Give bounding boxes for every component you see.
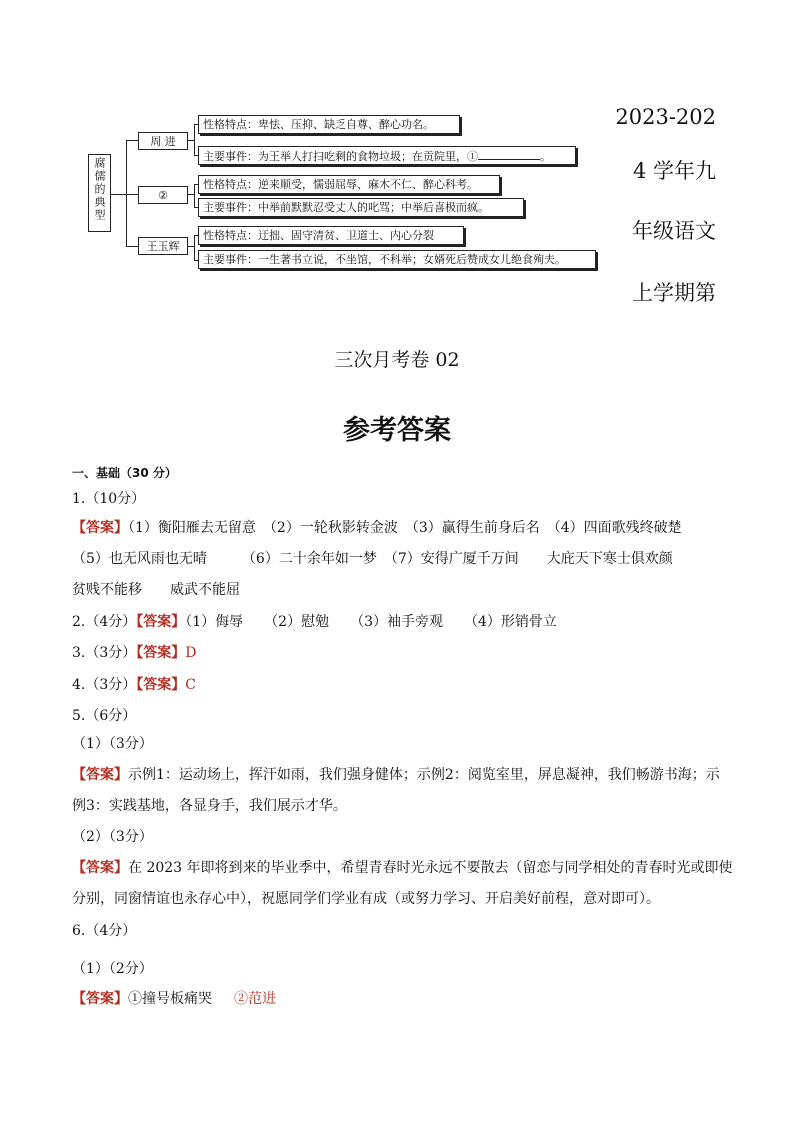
diagram-branch-name-label: 周 进 — [150, 135, 176, 148]
question-5-1-answer-line-1 — [72, 766, 720, 784]
diagram-branch-name — [138, 186, 188, 204]
answer-tag: 【答案】 — [136, 614, 186, 630]
diagram-trait-box — [198, 115, 460, 134]
question-6-label: 6.（4分） — [72, 923, 137, 939]
answer-text-2: ②范进 — [234, 991, 276, 1007]
diagram-trait-box — [198, 226, 464, 245]
question-1-answer-line-1 — [72, 519, 682, 537]
title-side-line-2: 4 学年九 — [632, 159, 716, 183]
question-3-label: 3.（3分） — [72, 645, 137, 661]
question-2-label: 2.（4分） — [72, 614, 137, 630]
title-line-2: 三次月考卷 02 — [334, 349, 460, 371]
answer-text: 示例1：运动场上，挥汗如雨，我们强身健体；示例2：阅览室里，屏息凝神，我们畅游书海；示 — [128, 767, 720, 783]
answer-blank — [478, 149, 540, 160]
diagram-connector — [126, 140, 127, 246]
question-4-line — [72, 676, 196, 694]
diagram-event-box — [198, 250, 596, 269]
answer-tag: 【答案】 — [72, 767, 128, 783]
title-side-line-4: 上学期第 — [632, 281, 716, 305]
answer-text-1: ①撞号板痛哭 — [128, 991, 212, 1007]
diagram-root-label: 腐儒的典型 — [93, 157, 106, 222]
title-side-line-1: 2023-202 — [615, 105, 716, 129]
answer-text: C — [185, 677, 196, 693]
diagram-connector — [194, 235, 195, 260]
diagram-connector — [126, 140, 138, 141]
diagram-root-box — [88, 154, 111, 232]
answer-tag: 【答案】 — [72, 991, 128, 1007]
diagram-trait-box — [198, 175, 500, 194]
diagram-event-text: 主要事件：一生著书立说，不坐馆，不科举；女婿死后赞成女儿绝食殉夫。 — [203, 253, 566, 266]
question-6-1-label: （1）（2分） — [72, 961, 153, 977]
section-heading: 一、基础（30 分） — [72, 466, 177, 480]
diagram-branch-name-label: ② — [158, 189, 168, 202]
answer-text: （1）衡阳雁去无留意 （2）一轮秋影转金波 （3）赢得生前身后名 （4）四面歌残终破楚 — [128, 520, 682, 536]
question-6-1-answer — [72, 990, 276, 1008]
answer-text: 在 2023 年即将到来的毕业季中，希望青春时光永远不要散去（留恋与同学相处的青春时光或即使 — [128, 860, 733, 876]
answer-tag: 【答案】 — [72, 860, 128, 876]
diagram-branch-name — [138, 132, 188, 150]
answer-tag: 【答案】 — [72, 520, 128, 536]
diagram-event-text: 主要事件：为王举人打扫吃剩的食物垃圾；在贡院里，① — [203, 150, 478, 163]
answer-tag: 【答案】 — [136, 645, 186, 661]
diagram-trait-text: 性格特点：逆来顺受，懦弱屈辱、麻木不仁、醉心科考。 — [203, 178, 478, 191]
answer-text: （1）侮辱 （2）慰勉 （3）袖手旁观 （4）形销骨立 — [185, 614, 557, 630]
diagram-connector — [126, 246, 138, 247]
diagram-trait-text: 性格特点：迂拙、固守清贫、卫道士、内心分裂 — [203, 229, 434, 242]
question-5-label: 5.（6分） — [72, 708, 137, 724]
question-5-2-answer-line-1 — [72, 859, 733, 877]
question-1-answer-line-2: （5）也无风雨也无晴 （6）二十余年如一梦 （7）安得广厦千万间 大庇天下寒士俱欢颜 — [72, 551, 673, 567]
diagram-branch-name — [138, 237, 188, 255]
diagram-connector — [111, 194, 126, 195]
diagram-event-text: 主要事件：中举前默默忍受丈人的叱骂；中举后喜极而疯。 — [203, 201, 489, 214]
question-3-line — [72, 644, 197, 662]
title-side-line-3: 年级语文 — [632, 219, 716, 243]
diagram-event-box — [198, 198, 524, 217]
question-2-line — [72, 613, 557, 631]
question-1-answer-line-3: 贫贱不能移 威武不能屈 — [72, 582, 240, 598]
diagram-connector — [126, 194, 138, 195]
answer-text: D — [185, 645, 197, 661]
question-5-2-label: （2）（3分） — [72, 829, 153, 845]
question-4-label: 4.（3分） — [72, 677, 137, 693]
diagram-connector — [194, 124, 195, 156]
question-1-label: 1.（10分） — [72, 491, 146, 507]
diagram-event-tail: 。 — [540, 150, 551, 163]
question-5-2-answer-line-2: 分别，同窗情谊也永存心中），祝愿同学们学业有成（或努力学习、开启美好前程，意对即可）。 — [72, 891, 660, 907]
diagram-branch-name-label: 王玉辉 — [146, 240, 180, 253]
page-title: 参考答案 — [343, 415, 451, 446]
answer-tag: 【答案】 — [136, 677, 186, 693]
diagram-connector — [194, 184, 195, 207]
question-5-1-label: （1）（3分） — [72, 736, 153, 752]
diagram-trait-text: 性格特点：卑怯、压抑、缺乏自尊、醉心功名。 — [203, 118, 434, 131]
diagram-event-box — [198, 146, 576, 165]
question-5-1-answer-line-2: 例3：实践基地，各显身手，我们展示才华。 — [72, 798, 347, 814]
